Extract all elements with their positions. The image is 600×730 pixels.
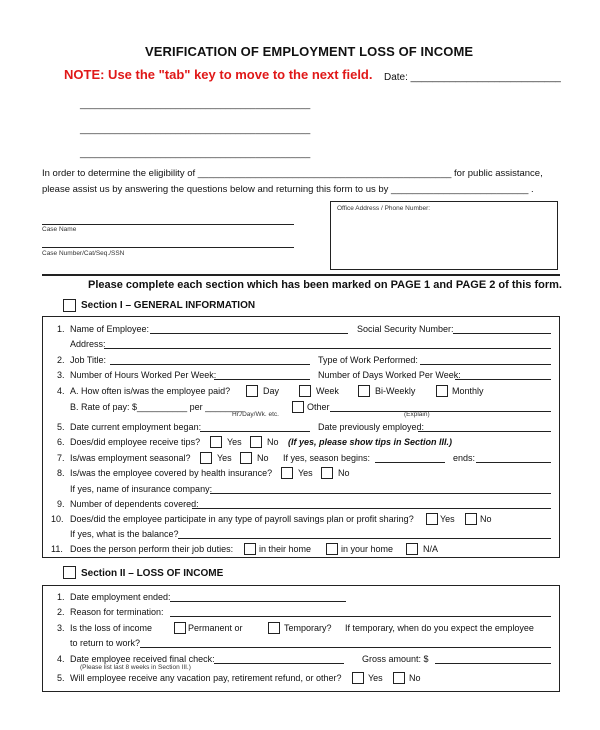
payroll-savings-label: Does/did the employee participate in any type of payroll savings plan or profit sharing? [70, 514, 414, 524]
pay-day-checkbox[interactable] [246, 385, 258, 397]
employment-ended-label: Date employment ended: [70, 592, 171, 602]
days-label: Number of Days Worked Per Week: [318, 370, 461, 380]
tips-yes-label: Yes [227, 437, 242, 447]
ssn-field[interactable] [453, 333, 551, 334]
s2-num-2: 2. [57, 607, 65, 617]
final-check-label: Date employee received final check: [70, 654, 215, 664]
dependents-label: Number of dependents covered: [70, 499, 199, 509]
pay-other-field[interactable] [330, 411, 551, 412]
return-to-work-label: to return to work? [70, 638, 141, 648]
s1-num-5: 5. [57, 422, 65, 432]
s1-num-7: 7. [57, 453, 65, 463]
return-expect-label: If temporary, when do you expect the employee [345, 623, 534, 633]
address-label: Address: [70, 339, 106, 349]
s1-num-10: 10. [51, 514, 64, 524]
tips-no-label: No [267, 437, 279, 447]
vacation-pay-label: Will employee receive any vacation pay, retirement refund, or other? [70, 673, 342, 683]
return-to-work-field[interactable] [140, 647, 551, 648]
tab-note: NOTE: Use the "tab" key to move to the next field. [64, 67, 373, 82]
section1-title: Section I – GENERAL INFORMATION [81, 300, 256, 311]
insurance-company-label: If yes, name of insurance company: [70, 484, 213, 494]
job-duties-label: Does the person perform their job duties: [70, 544, 234, 554]
insurance-no-checkbox[interactable] [321, 467, 333, 479]
rate-of-pay-label[interactable]: B. Rate of pay: $__________ per ________ [70, 402, 246, 412]
hours-field[interactable] [214, 379, 310, 380]
pay-frequency-label: A. How often is/was the employee paid? [70, 386, 231, 396]
employee-name-label: Name of Employee: [70, 324, 150, 334]
form-title: VERIFICATION OF EMPLOYMENT LOSS OF INCOME [145, 44, 474, 59]
intro-line-1: In order to determine the eligibility of ________________________________________________ for public assistance, [42, 168, 543, 179]
pay-week-label: Week [316, 386, 339, 396]
termination-reason-field[interactable] [170, 616, 551, 617]
health-insurance-label: Is/was the employee covered by health insurance? [70, 468, 273, 478]
duties-their-home-label: in their home [259, 544, 312, 554]
job-title-label: Job Title: [70, 355, 107, 365]
intro-line-2: please assist us by answering the questions below and returning this form to us by __________________________ . [42, 184, 534, 195]
work-type-label: Type of Work Performed: [318, 355, 418, 365]
insurance-yes-label: Yes [298, 468, 313, 478]
pay-week-checkbox[interactable] [299, 385, 311, 397]
s2-num-3: 3. [57, 623, 65, 633]
s2-num-5: 5. [57, 673, 65, 683]
case-name-label: Case Name [42, 226, 77, 233]
pay-biweekly-label: Bi-Weekly [375, 386, 416, 396]
savings-no-checkbox[interactable] [465, 513, 477, 525]
s1-num-8: 8. [57, 468, 65, 478]
temporary-label: Temporary? [284, 623, 332, 633]
balance-field[interactable] [178, 538, 551, 539]
vacation-no-checkbox[interactable] [393, 672, 405, 684]
savings-no-label: No [480, 514, 492, 524]
address-field[interactable] [104, 348, 551, 349]
ssn-label: Social Security Number: [357, 324, 454, 334]
tips-yes-checkbox[interactable] [210, 436, 222, 448]
loss-of-income-label: Is the loss of income [70, 623, 153, 633]
insurance-yes-checkbox[interactable] [281, 467, 293, 479]
termination-reason-label: Reason for termination: [70, 607, 164, 617]
s2-num-4: 4. [57, 654, 65, 664]
office-address-label: Office Address / Phone Number: [337, 205, 431, 212]
work-type-field[interactable] [420, 364, 551, 365]
section2-checkbox[interactable] [63, 566, 76, 579]
address-line-1[interactable]: ______________________________________________ [80, 99, 311, 109]
section1-checkbox[interactable] [63, 299, 76, 312]
hours-label: Number of Hours Worked Per Week: [70, 370, 217, 380]
previously-employed-label: Date previously employed: [318, 422, 425, 432]
duties-their-home-checkbox[interactable] [244, 543, 256, 555]
tips-label: Does/did employee receive tips? [70, 437, 201, 447]
s1-num-1: 1. [57, 324, 65, 334]
pay-other-label: Other [307, 402, 330, 412]
season-begins-label: If yes, season begins: [283, 453, 371, 463]
days-field[interactable] [455, 379, 551, 380]
explain-hint: (Explain) [404, 411, 430, 418]
divider [42, 274, 560, 276]
seasonal-no-label: No [257, 453, 269, 463]
s1-num-3: 3. [57, 370, 65, 380]
s2-num-1: 1. [57, 592, 65, 602]
final-check-hint: (Please list last 8 weeks in Section III.) [80, 664, 191, 671]
vacation-yes-label: Yes [368, 673, 383, 683]
seasonal-no-checkbox[interactable] [240, 452, 252, 464]
address-line-2[interactable]: ______________________________________________ [80, 124, 311, 134]
date-field[interactable]: Date: ___________________________ [384, 72, 561, 83]
employee-name-field[interactable] [150, 333, 348, 334]
s1-num-11: 11. [51, 544, 63, 554]
case-name-line[interactable] [42, 224, 294, 225]
s1-num-2: 2. [57, 355, 65, 365]
previously-employed-field[interactable] [418, 431, 551, 432]
employment-began-field[interactable] [200, 431, 310, 432]
address-line-3[interactable]: ______________________________________________ [80, 148, 311, 158]
permanent-checkbox[interactable] [174, 622, 186, 634]
seasonal-label: Is/was employment seasonal? [70, 453, 191, 463]
tips-note: (If yes, please show tips in Section III.) [288, 437, 453, 447]
s1-num-4: 4. [57, 386, 65, 396]
vacation-yes-checkbox[interactable] [352, 672, 364, 684]
permanent-label: Permanent or [188, 623, 243, 633]
savings-yes-checkbox[interactable] [426, 513, 438, 525]
duties-your-home-label: in your home [341, 544, 394, 554]
section2-title: Section II – LOSS OF INCOME [81, 568, 224, 579]
seasonal-yes-label: Yes [217, 453, 232, 463]
dependents-field[interactable] [192, 508, 551, 509]
balance-label: If yes, what is the balance? [70, 529, 179, 539]
pay-day-label: Day [263, 386, 280, 396]
case-number-line[interactable] [42, 247, 294, 248]
s1-num-6: 6. [57, 437, 65, 447]
pay-other-checkbox[interactable] [292, 401, 304, 413]
season-ends-label: ends: [453, 453, 476, 463]
vacation-no-label: No [409, 673, 421, 683]
duties-your-home-checkbox[interactable] [326, 543, 338, 555]
tips-no-checkbox[interactable] [250, 436, 262, 448]
seasonal-yes-checkbox[interactable] [200, 452, 212, 464]
temporary-checkbox[interactable] [268, 622, 280, 634]
pay-monthly-label: Monthly [452, 386, 484, 396]
pay-biweekly-checkbox[interactable] [358, 385, 370, 397]
employment-began-label: Date current employment began: [70, 422, 202, 432]
job-title-field[interactable] [110, 364, 310, 365]
employment-ended-field[interactable] [170, 601, 346, 602]
final-check-field[interactable] [214, 663, 344, 664]
gross-amount-field[interactable] [435, 663, 551, 664]
season-ends-field[interactable] [476, 462, 551, 463]
pay-monthly-checkbox[interactable] [436, 385, 448, 397]
instructions: Please complete each section which has been marked on PAGE 1 and PAGE 2 of this form. [88, 279, 562, 291]
savings-yes-label: Yes [440, 514, 455, 524]
s1-num-9: 9. [57, 499, 65, 509]
rate-unit-hint: Hr./Day/Wk. etc. [232, 411, 279, 418]
case-number-label: Case Number/Cat/Seq./SSN [42, 250, 125, 257]
duties-na-label: N/A [423, 544, 439, 554]
insurance-company-field[interactable] [210, 493, 551, 494]
insurance-no-label: No [338, 468, 350, 478]
season-begins-field[interactable] [375, 462, 445, 463]
gross-amount-label: Gross amount: $ [362, 654, 429, 664]
duties-na-checkbox[interactable] [406, 543, 418, 555]
